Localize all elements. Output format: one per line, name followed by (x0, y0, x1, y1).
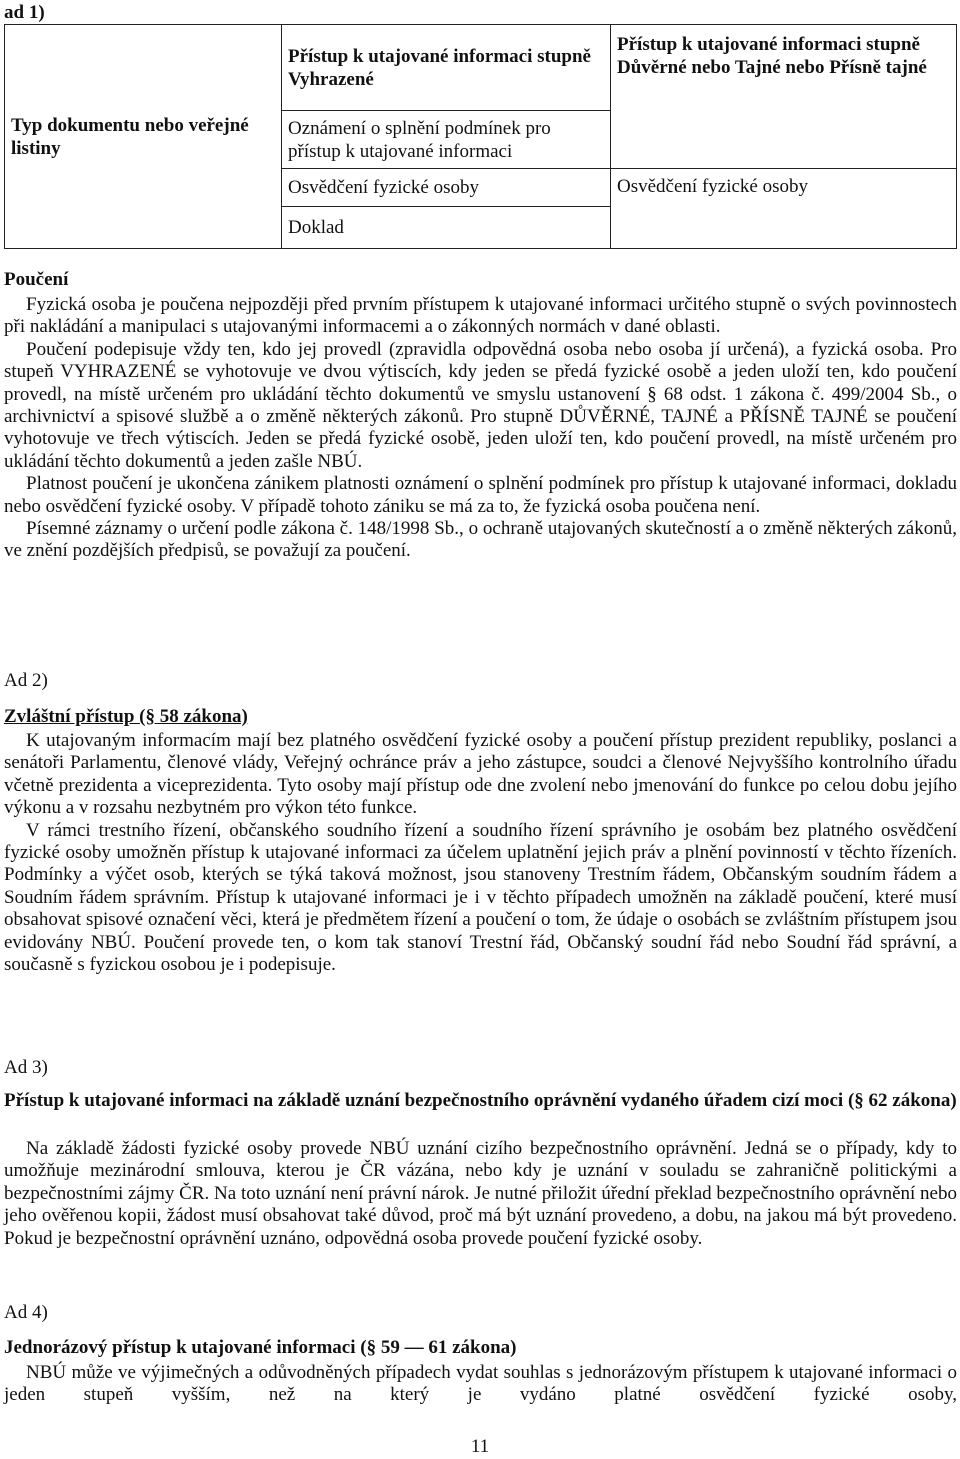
section3-heading: Přístup k utajované informaci na základě uznání bezpečnostního oprávnění vydaného úřadem cizí moci (§ 62 zákona) (4, 1090, 957, 1111)
section2-heading: Zvláštní přístup (§ 58 zákona) (4, 706, 248, 727)
pouceni-text (4, 294, 957, 563)
section3-paragraph-1: Na základě žádosti fyzické osoby provede NBÚ uznání cizího bezpečnostního oprávnění. Jedná se o případy, kdy to umožňuje mezinárodní smlouva, kterou je ČR vázána, nebo kdy je uznání v souladu se zahraničně politickými a bezpečnostními zájmy ČR. Na toto uznání není právní nárok. Je nutné přiložit úřední překlad bezpečnostního oprávnění nebo jeho ověřenou kopii, žádost musí obsahovat také důvod, proč má být uznání provedeno, a dobu, na jakou má být provedeno. Pokud je bezpečnostní oprávnění uznáno, odpovědná osoba provede poučení fyzické osoby. (4, 1138, 957, 1249)
pouceni-heading: Poučení (4, 269, 69, 290)
pouceni-paragraph-2: Poučení podepisuje vždy ten, kdo jej provedl (zpravidla odpovědná osoba nebo osoba jí určená), a fyzická osoba. Pro stupeň VYHRAZENÉ se vyhotovuje ve dvou výtiscích, kdy jeden se předá fyzické osobě a jeden uloží ten, kdo poučení provedl, na místě určeném pro ukládání těchto dokumentů ve smyslu ustanovení § 68 odst. 1 zákona č. 499/2004 Sb., o archivnictví a spisové službě a o změně některých zákonů. Pro stupně DŮVĚRNÉ, TAJNÉ a PŘÍSNĚ TAJNÉ se poučení vyhotovuje ve třech výtiscích. Jeden se předá fyzické osobě, jeden uloží ten, kdo poučení provedl, na místě určeném pro ukládání těchto dokumentů a jeden zašle NBÚ. (4, 338, 957, 472)
access-document-table (4, 24, 957, 249)
page-number: 11 (470, 1436, 490, 1457)
section2-text (4, 730, 957, 976)
section3-text (4, 1138, 957, 1250)
section4-heading: Jednorázový přístup k utajované informaci (§ 59 — 61 zákona) (4, 1337, 517, 1358)
section4-text (4, 1362, 957, 1407)
pouceni-paragraph-1: Fyzická osoba je poučena nejpozději před prvním přístupem k utajované informaci určitého stupně o svých povinnostech při nakládání a manipulaci s utajovanými informacemi a o zákonných normách v dané oblasti. (4, 294, 957, 338)
section2-paragraph-2: V rámci trestního řízení, občanského soudního řízení a soudního řízení správního je osobám bez platného osvědčení fyzické osoby umožněn přístup k utajované informaci za účelem uplatnění jejich práv a plnění povinností v těchto řízeních. Podmínky a výčet osob, kterých se týká taková možnost, jsou stanoveny Trestním řádem, Občanským soudním řádem a Soudním řádem správním. Přístup k utajované informaci je i v těchto případech umožněn na základě poučení, které musí obsahovat spisové označení věci, která je předmětem řízení a poučení o tom, že údaje o osobách se zvláštním přístupem jsou evidovány NBÚ. Poučení provede ten, o kom tak stanoví Trestní řád, Občanský soudní řád nebo Soudní řád správní, a současně s fyzickou osobou je i podepisuje. (4, 819, 957, 976)
pouceni-paragraph-4: Písemné záznamy o určení podle zákona č. 148/1998 Sb., o ochraně utajovaných skutečností a o změně některých zákonů, ve znění pozdějších předpisů, se považují za poučení. (4, 518, 957, 562)
cell-document: Doklad (282, 206, 611, 248)
section-label-ad1: ad 1) (4, 2, 45, 23)
pouceni-paragraph-3: Platnost poučení je ukončena zánikem platnosti oznámení o splnění podmínek pro přístup k utajované informaci, dokladu nebo osvědčení fyzické osoby. V případě tohoto zániku se má za to, že fyzická osoba poučena není. (4, 473, 957, 517)
row-header-document-type: Typ dokumentu nebo veřejné listiny (5, 25, 282, 249)
cell-certificate-classified: Osvědčení fyzické osoby (611, 168, 957, 248)
section4-paragraph-1: NBÚ může ve výjimečných a odůvodněných případech vydat souhlas s jednorázovým přístupem k utajované informaci o jeden stupeň vyšším, než na který je vydáno platné osvědčení fyzické osoby, (4, 1362, 957, 1406)
section-label-ad3: Ad 3) (4, 1057, 48, 1078)
col-header-confidential-secret: Přístup k utajované informaci stupně Důvěrné nebo Tajné nebo Přísně tajné (611, 25, 957, 169)
cell-notification: Oznámení o splnění podmínek pro přístup k utajované informaci (282, 111, 611, 168)
cell-certificate-restricted: Osvědčení fyzické osoby (282, 168, 611, 206)
section-label-ad2: Ad 2) (4, 670, 48, 691)
section2-paragraph-1: K utajovaným informacím mají bez platného osvědčení fyzické osoby a poučení přístup prezident republiky, poslanci a senátoři Parlamentu, členové vlády, Veřejný ochránce práv a jeho zástupce, soudci a členové Nejvyššího kontrolního úřadu včetně prezidenta a viceprezidenta. Tyto osoby mají přístup ode dne zvolení nebo jmenování do funkce po celou dobu jejího výkonu a v rozsahu nezbytném pro výkon této funkce. (4, 730, 957, 819)
col-header-restricted: Přístup k utajované informaci stupně Vyhrazené (282, 25, 611, 111)
section-label-ad4: Ad 4) (4, 1302, 48, 1323)
